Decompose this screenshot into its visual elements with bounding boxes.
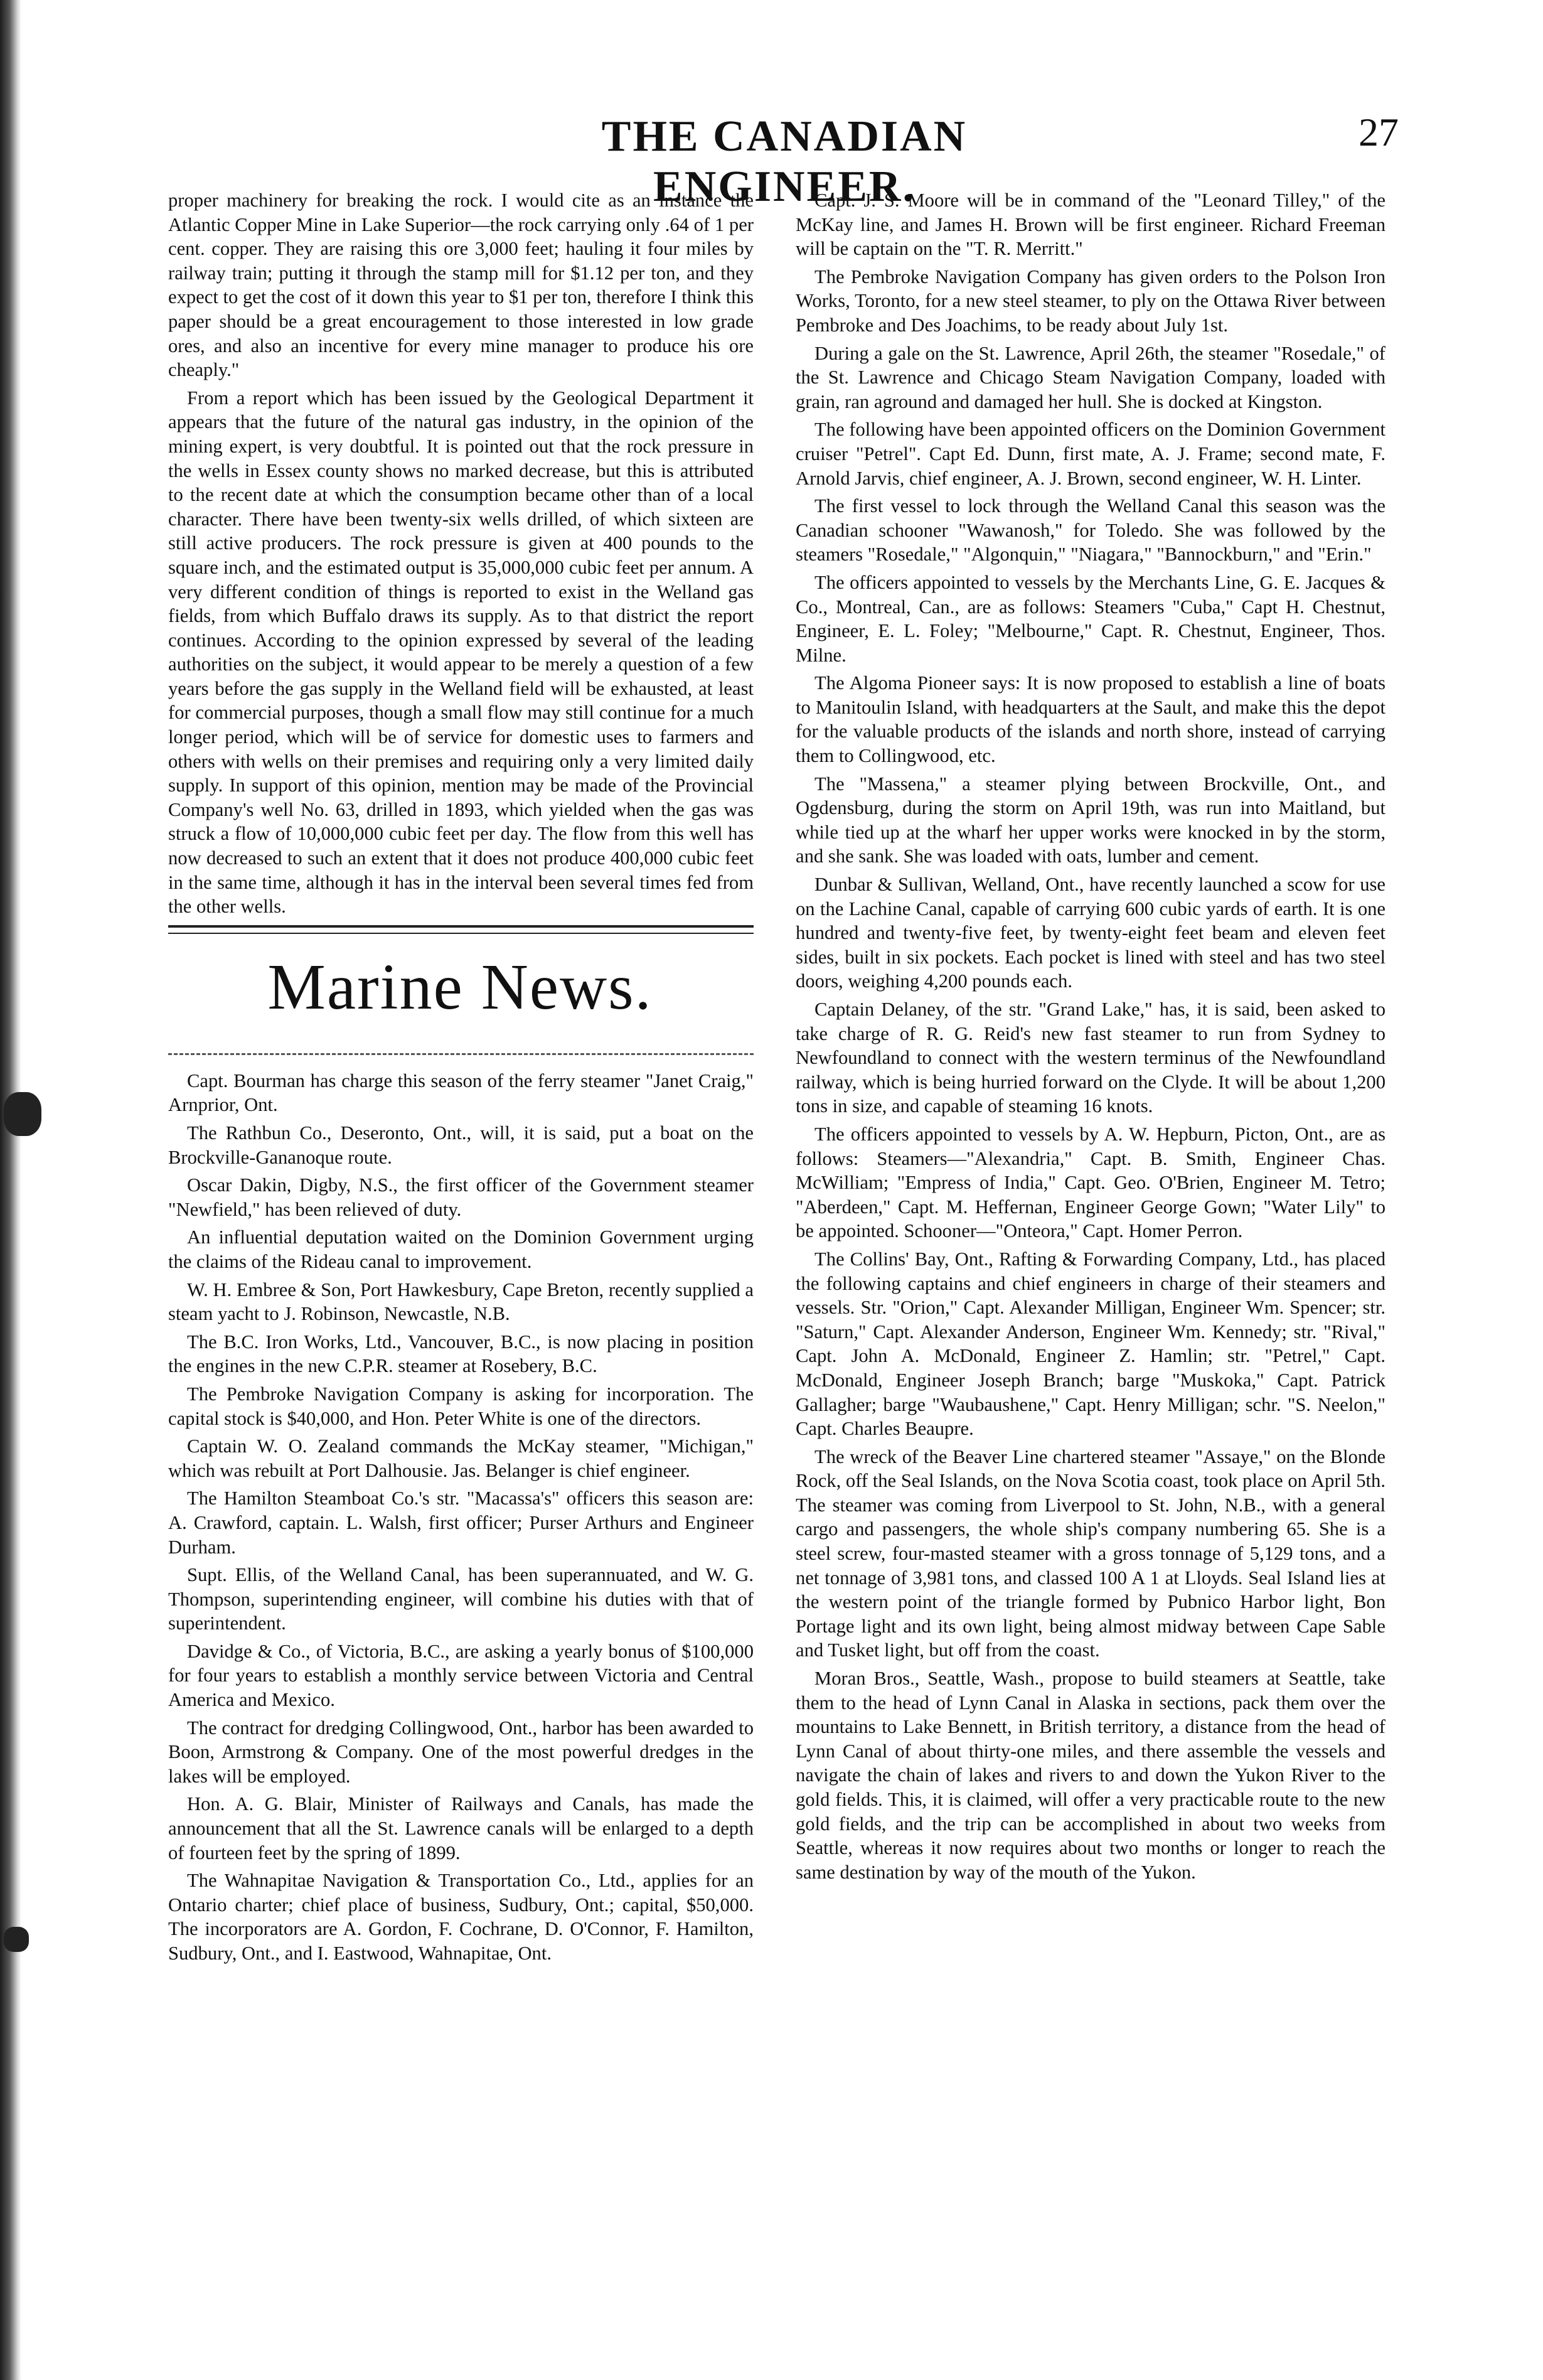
news-item: Oscar Dakin, Digby, N.S., the first officer of the Government steamer "Newfield," has been relieved of duty.: [168, 1174, 754, 1220]
article-paragraph: proper machinery for breaking the rock. I would cite as an instance the Atlantic Copper Mine in Lake Superior—the rock carrying only .64 of 1 per cent. copper. They are raising this ore 3,000 feet; hauling it four miles by railway train; putting it through the stamp mill for $1.12 per ton, and they expect to get the cost of it down this year to $1 per ton, therefore I think this paper should be a great encouragement to those interested in low grade ores, and also an incentive for every mine manager to produce his ore cheaply.": [168, 190, 754, 381]
news-item: Captain W. O. Zealand commands the McKay steamer, "Michigan," which was rebuilt at Port Dalhousie. Jas. Belanger is chief engineer.: [168, 1435, 754, 1481]
news-item: Capt. J. S. Moore will be in command of the "Leonard Tilley," of the McKay line, and James H. Brown will be first engineer. Richard Freeman will be captain on the "T. R. Merritt.": [796, 190, 1385, 260]
page-binding-edge: [0, 0, 21, 2380]
news-item: The wreck of the Beaver Line chartered steamer "Assaye," on the Blonde Rock, off the Seal Islands, on the Nova Scotia coast, took place on April 5th. The steamer was coming from Liverpool to St. John, N.B., with a general cargo and passengers, the whole ship's company numbering 65. She is a steel screw, four-masted steamer with a gross tonnage of 5,129 tons, and a net tonnage of 3,981 tons, and classed 100 A 1 at Lloyds. Seal Island lies at the western point of the triangle formed by Pubnico Harbor light, Bon Portage light and its own light, being almost midway between Cape Sable and Tusket light, but off from the coast.: [796, 1445, 1385, 1661]
right-column: [796, 188, 1385, 1888]
news-item: The Rathbun Co., Deseronto, Ont., will, it is said, put a boat on the Brockville-Gananoque route.: [168, 1122, 754, 1168]
news-item: Supt. Ellis, of the Welland Canal, has been superannuated, and W. G. Thompson, superintending engineer, will combine his duties with that of superintendent.: [168, 1564, 754, 1634]
marine-news-heading: Marine News.: [267, 950, 653, 1023]
news-item: Dunbar & Sullivan, Welland, Ont., have recently launched a scow for use on the Lachine Canal, capable of carrying 600 cubic yards of earth. It is one hundred and twenty-five feet, by twenty-eight feet beam and eleven feet sides, built in six pockets. Each pocket is lined with steel and has two steel doors, weighing 4,200 pounds each.: [796, 874, 1385, 992]
news-item: Captain Delaney, of the str. "Grand Lake," has, it is said, been asked to take charge of R. G. Reid's new fast steamer to run from Sydney to Newfoundland to connect with the western terminus of the Newfoundland railway, which is being hurried forward on the Clyde. It will be about 1,200 tons in size, and capable of steaming 16 knots.: [796, 999, 1385, 1117]
news-item: The Hamilton Steamboat Co.'s str. "Macassa's" officers this season are: A. Crawford, captain. L. Walsh, first officer; Purser Arthurs and Engineer Durham.: [168, 1488, 754, 1558]
news-item: The "Massena," a steamer plying between Brockville, Ont., and Ogdensburg, during the storm on April 19th, was run into Maitland, but while tied up at the wharf her upper works were knocked in by the storm, and she sank. She was loaded with oats, lumber and cement.: [796, 773, 1385, 867]
news-item: The Collins' Bay, Ont., Rafting & Forwarding Company, Ltd., has placed the following captains and chief engineers in charge of their steamers and vessels. Str. "Orion," Capt. Alexander Milligan, Engineer Wm. Spencer; str. "Saturn," Capt. Alexander Anderson, Engineer Wm. Kennedy; str. "Rival," Capt. John A. McDonald, Engineer Z. Hamlin; str. "Petrel," Capt. McDonald, Engineer Joseph Branch; barge "Muskoka," Capt. Patrick Gallagher; barge "Waubaushene," Capt. Henry Milligan; schr. "S. Neelon," Capt. Charles Beaupre.: [796, 1248, 1385, 1440]
news-item: The officers appointed to vessels by A. W. Hepburn, Picton, Ont., are as follows: Steamers—"Alexandria," Capt. B. Smith, Engineer Chas. McWilliam; "Empress of India," Capt. Geo. O'Brien, Engineer M. Tetro; "Aberdeen," Capt. M. Heffernan, Engineer George Gown; "Water Lily" to be appointed. Schooner—"Onteora," Capt. Homer Perron.: [796, 1123, 1385, 1242]
page-number: 27: [1359, 110, 1399, 154]
section-heading-block: [168, 934, 754, 1053]
news-item: Capt. Bourman has charge this season of the ferry steamer "Janet Craig," Arnprior, Ont.: [168, 1069, 754, 1116]
page-header: [0, 0, 1543, 211]
news-item: Moran Bros., Seattle, Wash., propose to build steamers at Seattle, take them to the head of Lynn Canal in Alaska in sections, pack them over the mountains to Lake Bennett, in British territory, a distance from the head of Lynn Canal of about thirty-one miles, and there assemble the vessels and navigate the chain of lakes and rivers to and down the Yukon River to the gold fields. This, it is claimed, will offer a very practicable route to the new gold fields, and the trip can be accomplished in about two weeks from Seattle, whereas it now requires about two months or longer to reach the same destination by way of the mouth of the Yukon.: [796, 1668, 1385, 1883]
article-paragraph: From a report which has been issued by the Geological Department it appears that the future of the natural gas industry, in the opinion of the mining expert, is very doubtful. It is pointed out that the rock pressure in the wells in Essex county shows no marked decrease, but this is attributed to the recent date at which the consumption became other than of a local character. There have been twenty-six wells drilled, of which sixteen are still active producers. The rock pressure is given at 400 pounds to the square inch, and the estimated output is 35,000,000 cubic feet per annum. A very different condition of things is reported to exist in the Welland gas fields, from which Buffalo draws its supply. As to that district the report continues. According to the opinion expressed by several of the leading authorities on the subject, it would appear to be merely a question of a few years before the gas supply in the Welland field will be exhausted, at least for commercial purposes, though a small flow may still continue for a much longer period, which will be of service for domestic uses to farmers and others with wells on their premises and requiring only a very limited daily supply. In support of this opinion, mention may be made of the Provincial Company's well No. 63, drilled in 1893, which yielded when the gas was struck a flow of 10,000,000 cubic feet per day. The flow from this well has now decreased to such an extent that it does not produce 400,000 cubic feet in the same time, although it has in the interval been several times fed from the other wells.: [168, 387, 754, 918]
news-item: The Pembroke Navigation Company has given orders to the Polson Iron Works, Toronto, for a new steel steamer, to ply on the Ottawa River between Pembroke and Des Joachims, to be ready about July 1st.: [796, 265, 1385, 336]
news-item: An influential deputation waited on the Dominion Government urging the claims of the Rideau canal to improvement.: [168, 1226, 754, 1272]
news-item: The contract for dredging Collingwood, Ont., harbor has been awarded to Boon, Armstrong & Company. One of the most powerful dredges in the lakes will be employed.: [168, 1717, 754, 1787]
journal-title: THE CANADIAN ENGINEER.: [601, 112, 968, 211]
news-item: During a gale on the St. Lawrence, April 26th, the steamer "Rosedale," of the St. Lawrence and Chicago Steam Navigation Company, loaded with grain, ran aground and damaged her hull. She is docked at Kingston.: [796, 342, 1385, 412]
news-item: The Wahnapitae Navigation & Transportation Co., Ltd., applies for an Ontario charter; chief place of business, Sudbury, Ont.; capital, $50,000. The incorporators are A. Gordon, F. Cochrane, D. O'Connor, F. Hamilton, Sudbury, Ont., and I. Eastwood, Wahnapitae, Ont.: [168, 1870, 754, 1964]
left-column: [168, 188, 754, 1970]
news-item: The first vessel to lock through the Welland Canal this season was the Canadian schooner "Wawanosh," for Toledo. She was followed by the steamers "Rosedale," "Algonquin," "Niagara," "Bannockburn," and "Erin.": [796, 495, 1385, 566]
news-item: The B.C. Iron Works, Ltd., Vancouver, B.C., is now placing in position the engines in the new C.P.R. steamer at Rosebery, B.C.: [168, 1331, 754, 1377]
news-item: The officers appointed to vessels by the Merchants Line, G. E. Jacques & Co., Montreal, Can., are as follows: Steamers "Cuba," Capt H. Chestnut, Engineer, E. L. Foley; "Melbourne," Capt. R. Chestnut, Engineer, Thos. Milne.: [796, 571, 1385, 666]
news-item: The Pembroke Navigation Company is asking for incorporation. The capital stock is $40,000, and Hon. Peter White is one of the directors.: [168, 1383, 754, 1429]
news-item: The Algoma Pioneer says: It is now proposed to establish a line of boats to Manitoulin Island, with headquarters at the Sault, and make this the depot for the valuable products of the islands and north shore, instead of carrying them to Collingwood, etc.: [796, 672, 1385, 767]
news-item: Hon. A. G. Blair, Minister of Railways and Canals, has made the announcement that all the St. Lawrence canals will be enlarged to a depth of fourteen feet by the spring of 1899.: [168, 1793, 754, 1863]
heading-underline: [168, 1053, 754, 1055]
news-item: The following have been appointed officers on the Dominion Government cruiser "Petrel". Capt Ed. Dunn, first mate, A. J. Frame; second mate, F. Arnold Jarvis, chief engineer, A. J. Brown, second engineer, W. H. Linter.: [796, 419, 1385, 489]
section-divider: [168, 925, 754, 934]
binding-shadow-mark: [4, 1927, 29, 1952]
binding-shadow-mark: [4, 1092, 41, 1136]
news-item: Davidge & Co., of Victoria, B.C., are asking a yearly bonus of $100,000 for four years to establish a monthly service between Victoria and Central America and Mexico.: [168, 1640, 754, 1711]
news-item: W. H. Embree & Son, Port Hawkesbury, Cape Breton, recently supplied a steam yacht to J. Robinson, Newcastle, N.B.: [168, 1278, 754, 1325]
